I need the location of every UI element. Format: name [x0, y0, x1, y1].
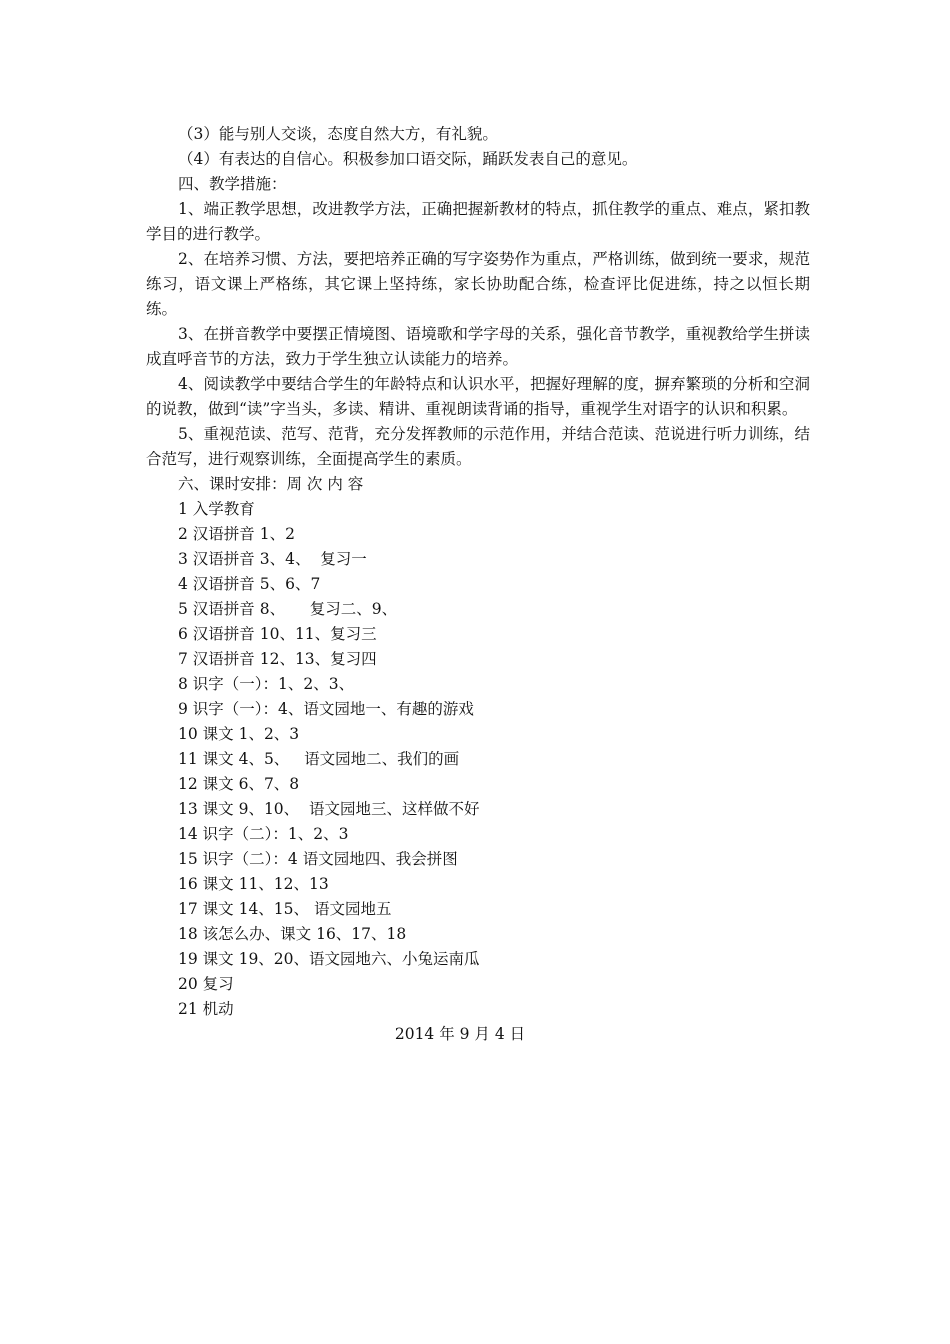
schedule-item: 9 识字（一）：4、语文园地一、有趣的游戏: [178, 700, 474, 718]
schedule-list: [146, 497, 810, 1022]
schedule-item: 19 课文 19、20、语文园地六、小兔运南瓜: [178, 950, 480, 968]
schedule-item: 21 机动: [178, 1000, 234, 1018]
schedule-item: 10 课文 1、2、3: [178, 725, 300, 743]
schedule-item: 11 课文 4、5、 语文园地二、我们的画: [178, 750, 460, 768]
paragraph-measure-1: 1、端正教学思想，改进教学方法，正确把握新教材的特点，抓住教学的重点、难点，紧扣教学目的进行教学。: [146, 200, 810, 243]
schedule-item: 18 该怎么办、课文 16、17、18: [178, 925, 407, 943]
schedule-item: 12 课文 6、7、8: [178, 775, 300, 793]
paragraph-goal-3: （3）能与别人交谈，态度自然大方，有礼貌。: [178, 125, 498, 143]
schedule-item: 7 汉语拼音 12、13、复习四: [178, 650, 377, 668]
schedule-item: 14 识字（二）：1、2、3: [178, 825, 349, 843]
schedule-item: 20 复习: [178, 975, 234, 993]
paragraph-measure-5: 5、重视范读、范写、范背，充分发挥教师的示范作用，并结合范读、范说进行听力训练，结合范写，进行观察训练，全面提高学生的素质。: [146, 425, 810, 468]
paragraph-measure-3: 3、在拼音教学中要摆正情境图、语境歌和学字母的关系，强化音节教学，重视教给学生拼读成直呼音节的方法，致力于学生独立认读能力的培养。: [146, 325, 810, 368]
schedule-item: 4 汉语拼音 5、6、7: [178, 575, 321, 593]
paragraph-measure-4: 4、阅读教学中要结合学生的年龄特点和认识水平，把握好理解的度，摒弃繁琐的分析和空洞的说教，做到“读”字当头，多读、精讲、重视朗读背诵的指导，重视学生对语字的认识和积累。: [146, 375, 810, 418]
schedule-item: 1 入学教育: [178, 500, 255, 518]
schedule-item: 16 课文 11、12、13: [178, 875, 329, 893]
paragraph-goal-4: （4）有表达的自信心。积极参加口语交际，踊跃发表自己的意见。: [178, 150, 638, 168]
section-heading-schedule: 六、课时安排：周 次 内 容: [178, 475, 364, 493]
schedule-item: 2 汉语拼音 1、2: [178, 525, 295, 543]
schedule-item: 15 识字（二）：4 语文园地四、我会拼图: [178, 850, 458, 868]
schedule-item: 6 汉语拼音 10、11、复习三: [178, 625, 377, 643]
document-page: [146, 122, 810, 1047]
document-date: 2014 年 9 月 4 日: [394, 1025, 526, 1043]
schedule-item: 17 课文 14、15、 语文园地五: [178, 900, 392, 918]
schedule-item: 8 识字（一）：1、2、3、: [178, 675, 355, 693]
section-heading-measures: 四、教学措施：: [178, 175, 287, 193]
schedule-item: 5 汉语拼音 8、 复习二、9、: [178, 600, 398, 618]
schedule-item: 13 课文 9、10、 语文园地三、这样做不好: [178, 800, 480, 818]
schedule-item: 3 汉语拼音 3、4、 复习一: [178, 550, 367, 568]
paragraph-measure-2: 2、在培养习惯、方法，要把培养正确的写字姿势作为重点，严格训练，做到统一要求，规范练习，语文课上严格练，其它课上坚持练，家长协助配合练，检查评比促进练，持之以恒长期练。: [146, 250, 810, 318]
